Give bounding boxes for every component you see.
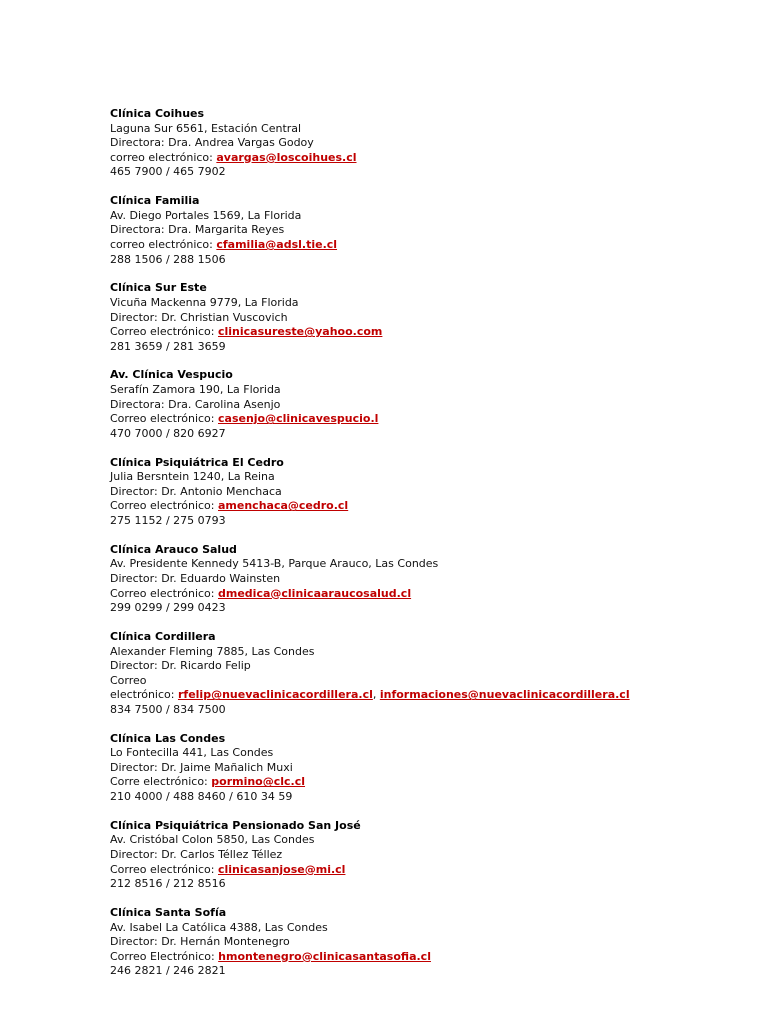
clinic-director: Directora: Dra. Andrea Vargas Godoy <box>110 136 314 150</box>
email-label: Correo electrónico: <box>110 325 218 339</box>
clinic-director: Director: Dr. Eduardo Wainsten <box>110 571 281 585</box>
clinic-address: Av. Presidente Kennedy 5413-B, Parque Arauco, Las Condes <box>110 557 439 571</box>
clinic-email-line <box>110 688 750 703</box>
clinic-phone: 470 7000 / 820 6927 <box>110 426 226 440</box>
email-label: correo electrónico: <box>110 237 217 251</box>
email-label: Correo electrónico: <box>110 862 218 876</box>
clinic-email-line <box>110 587 750 602</box>
clinic-address: Vicuña Mackenna 9779, La Florida <box>110 295 299 309</box>
clinic-email-line <box>110 151 750 166</box>
clinic-name: Clínica Coihues <box>110 107 205 120</box>
clinic-director: Director: Dr. Carlos Téllez Téllez <box>110 848 283 862</box>
clinic-director: Director: Dr. Christian Vuscovich <box>110 310 288 324</box>
clinic-director: Directora: Dra. Carolina Asenjo <box>110 397 281 411</box>
email-link[interactable]: cfamilia@adsl.tie.cl <box>216 237 338 251</box>
clinic-phone: 465 7900 / 465 7902 <box>110 165 226 179</box>
clinic-entry <box>110 630 750 718</box>
email-link-secondary[interactable]: informaciones@nuevaclinicacordillera.cl <box>379 688 630 702</box>
clinic-email-line <box>110 412 750 427</box>
clinic-phone: 210 4000 / 488 8460 / 610 34 59 <box>110 790 293 804</box>
email-link[interactable]: dmedica@clinicaaraucosalud.cl <box>218 586 412 600</box>
email-separator: , <box>372 688 380 702</box>
email-label: correo electrónico: <box>110 150 217 164</box>
clinic-address: Av. Cristóbal Colon 5850, Las Condes <box>110 833 315 847</box>
clinic-address: Av. Isabel La Católica 4388, Las Condes <box>110 920 328 934</box>
clinic-phone: 288 1506 / 288 1506 <box>110 252 226 266</box>
email-link[interactable]: casenjo@clinicavespucio.l <box>218 412 379 426</box>
clinic-name: Clínica Familia <box>110 194 200 208</box>
clinic-name: Clínica Cordillera <box>110 629 216 643</box>
clinic-phone: 834 7500 / 834 7500 <box>110 702 226 716</box>
clinic-directory <box>110 107 750 993</box>
clinic-name: Clínica Sur Este <box>110 281 207 295</box>
clinic-phone: 212 8516 / 212 8516 <box>110 877 226 891</box>
email-link[interactable]: rfelip@nuevaclinicacordillera.cl <box>177 688 373 702</box>
email-label: Correo Electrónico: <box>110 949 219 963</box>
clinic-address: Laguna Sur 6561, Estación Central <box>110 121 302 135</box>
clinic-entry <box>110 543 750 616</box>
clinic-phone: 246 2821 / 246 2821 <box>110 964 226 978</box>
clinic-name: Clínica Psiquiátrica Pensionado San José <box>110 818 361 832</box>
clinic-phone: 299 0299 / 299 0423 <box>110 601 226 615</box>
clinic-entry <box>110 194 750 267</box>
clinic-entry <box>110 281 750 354</box>
clinic-phone: 281 3659 / 281 3659 <box>110 339 226 353</box>
clinic-email-line <box>110 863 750 878</box>
clinic-email-line <box>110 499 750 514</box>
clinic-director: Directora: Dra. Margarita Reyes <box>110 223 285 237</box>
clinic-email-line <box>110 325 750 340</box>
clinic-director: Director: Dr. Antonio Menchaca <box>110 484 282 498</box>
email-label: Correo electrónico: <box>110 412 218 426</box>
clinic-address: Serafín Zamora 190, La Florida <box>110 383 281 397</box>
clinic-email-line <box>110 238 750 253</box>
email-link[interactable]: clinicasureste@yahoo.com <box>218 325 383 339</box>
email-label-first-line: Correo <box>110 673 147 687</box>
clinic-name: Clínica Santa Sofía <box>110 906 227 919</box>
email-link[interactable]: avargas@loscoihues.cl <box>216 150 357 164</box>
clinic-address: Lo Fontecilla 441, Las Condes <box>110 746 274 760</box>
clinic-address: Alexander Fleming 7885, Las Condes <box>110 644 315 658</box>
email-label: Correo electrónico: <box>110 499 218 513</box>
clinic-director: Director: Dr. Ricardo Felip <box>110 659 251 673</box>
clinic-phone: 275 1152 / 275 0793 <box>110 514 226 527</box>
email-label: Correo electrónico: <box>110 586 218 600</box>
clinic-address: Julia Bersntein 1240, La Reina <box>110 470 275 484</box>
clinic-email-line <box>110 950 750 965</box>
clinic-entry <box>110 732 750 805</box>
clinic-name: Clínica Arauco Salud <box>110 542 237 556</box>
email-link[interactable]: clinicasanjose@mi.cl <box>218 862 346 876</box>
clinic-director: Director: Dr. Jaime Mañalich Muxi <box>110 760 293 774</box>
clinic-entry <box>110 819 750 892</box>
email-link[interactable]: amenchaca@cedro.cl <box>218 499 349 513</box>
clinic-address: Av. Diego Portales 1569, La Florida <box>110 208 302 222</box>
clinic-name: Clínica Las Condes <box>110 731 226 745</box>
email-link[interactable]: pormino@clc.cl <box>211 775 306 789</box>
email-label: electrónico: <box>110 688 178 702</box>
clinic-entry <box>110 906 750 979</box>
email-link[interactable]: hmontenegro@clinicasantasofia.cl <box>218 949 431 963</box>
clinic-name: Clínica Psiquiátrica El Cedro <box>110 455 284 469</box>
email-label: Corre electrónico: <box>110 775 212 789</box>
clinic-entry <box>110 368 750 441</box>
clinic-entry <box>110 456 750 529</box>
clinic-director: Director: Dr. Hernán Montenegro <box>110 935 290 949</box>
clinic-entry <box>110 107 750 180</box>
clinic-email-line <box>110 775 750 790</box>
clinic-name: Av. Clínica Vespucio <box>110 368 233 382</box>
